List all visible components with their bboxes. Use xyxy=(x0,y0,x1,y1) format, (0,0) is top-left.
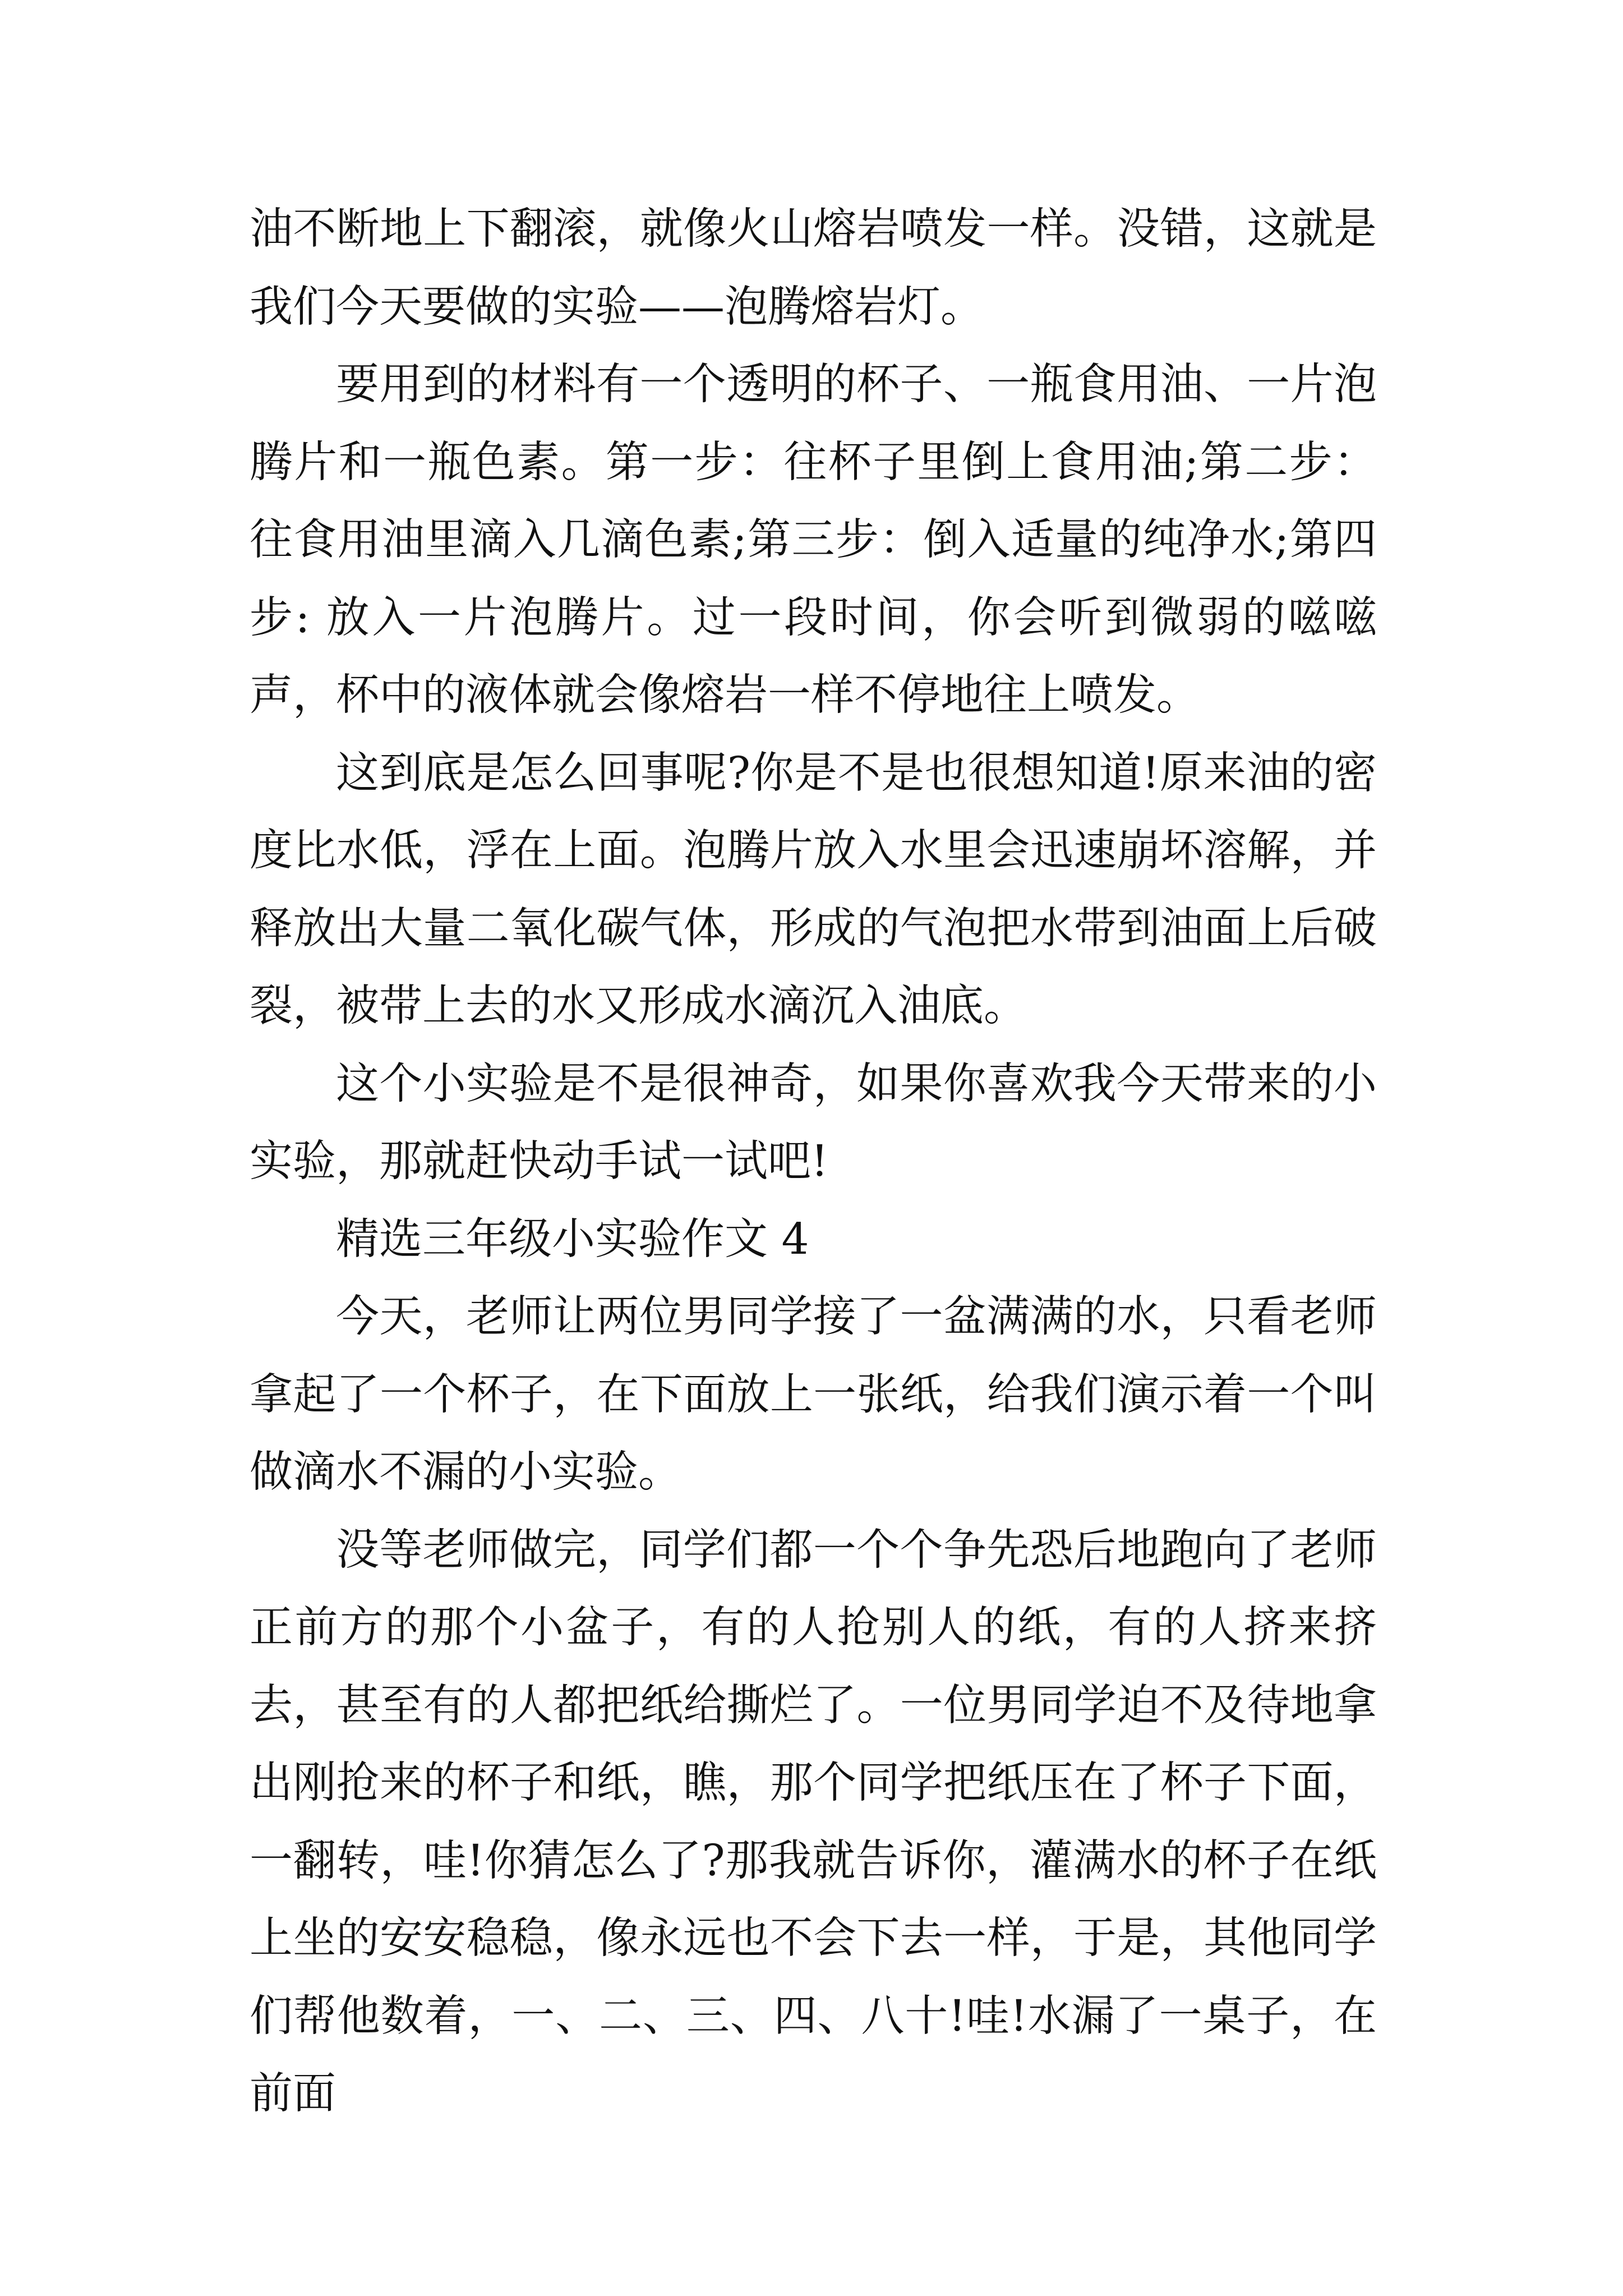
paragraph-conclusion: 这个小实验是不是很神奇，如果你喜欢我今天带来的小实验，那就赶快动手试一试吧! xyxy=(250,1059,1377,1186)
section-heading: 精选三年级小实验作文 4 xyxy=(336,1214,809,1264)
paragraph-materials-steps: 要用到的材料有一个透明的杯子、一瓶食用油、一片泡腾片和一瓶色素。第一步：往杯子里倒上食用油;第二步：往食用油里滴入几滴色素;第三步：倒入适量的纯净水;第四步: 放入一片泡腾片。过一段时间，你会听到微弱的嗞嗞声，杯中的液体就会像熔岩一样不停地往上喷发。 xyxy=(250,360,1377,720)
paragraph-lava-intro: 油不断地上下翻滚，就像火山熔岩喷发一样。没错，这就是我们今天要做的实验——泡腾熔岩灯。 xyxy=(250,204,1377,332)
paragraph-teacher-demo: 今天，老师让两位男同学接了一盆满满的水，只看老师拿起了一个杯子，在下面放上一张纸，给我们演示着一个叫做滴水不漏的小实验。 xyxy=(250,1292,1377,1497)
paragraph-students-try: 没等老师做完，同学们都一个个争先恐后地跑向了老师正前方的那个小盆子，有的人抢别人的纸，有的人挤来挤去，甚至有的人都把纸给撕烂了。一位男同学迫不及待地拿出刚抢来的杯子和纸，瞧，那个同学把纸压在了杯子下面，一翻转，哇!你猜怎么了?那我就告诉你，灌满水的杯子在纸上坐的安安稳稳，像永远也不会下去一样，于是，其他同学们帮他数着，一、二、三、四、八十!哇!水漏了一桌子，在前面 xyxy=(250,1525,1377,2119)
document-body xyxy=(250,191,1377,2133)
paragraph-explanation: 这到底是怎么回事呢?你是不是也很想知道!原来油的密度比水低，浮在上面。泡腾片放入水里会迅速崩坏溶解，并释放出大量二氧化碳气体，形成的气泡把水带到油面上后破裂，被带上去的水又形成水滴沉入油底。 xyxy=(250,748,1377,1031)
